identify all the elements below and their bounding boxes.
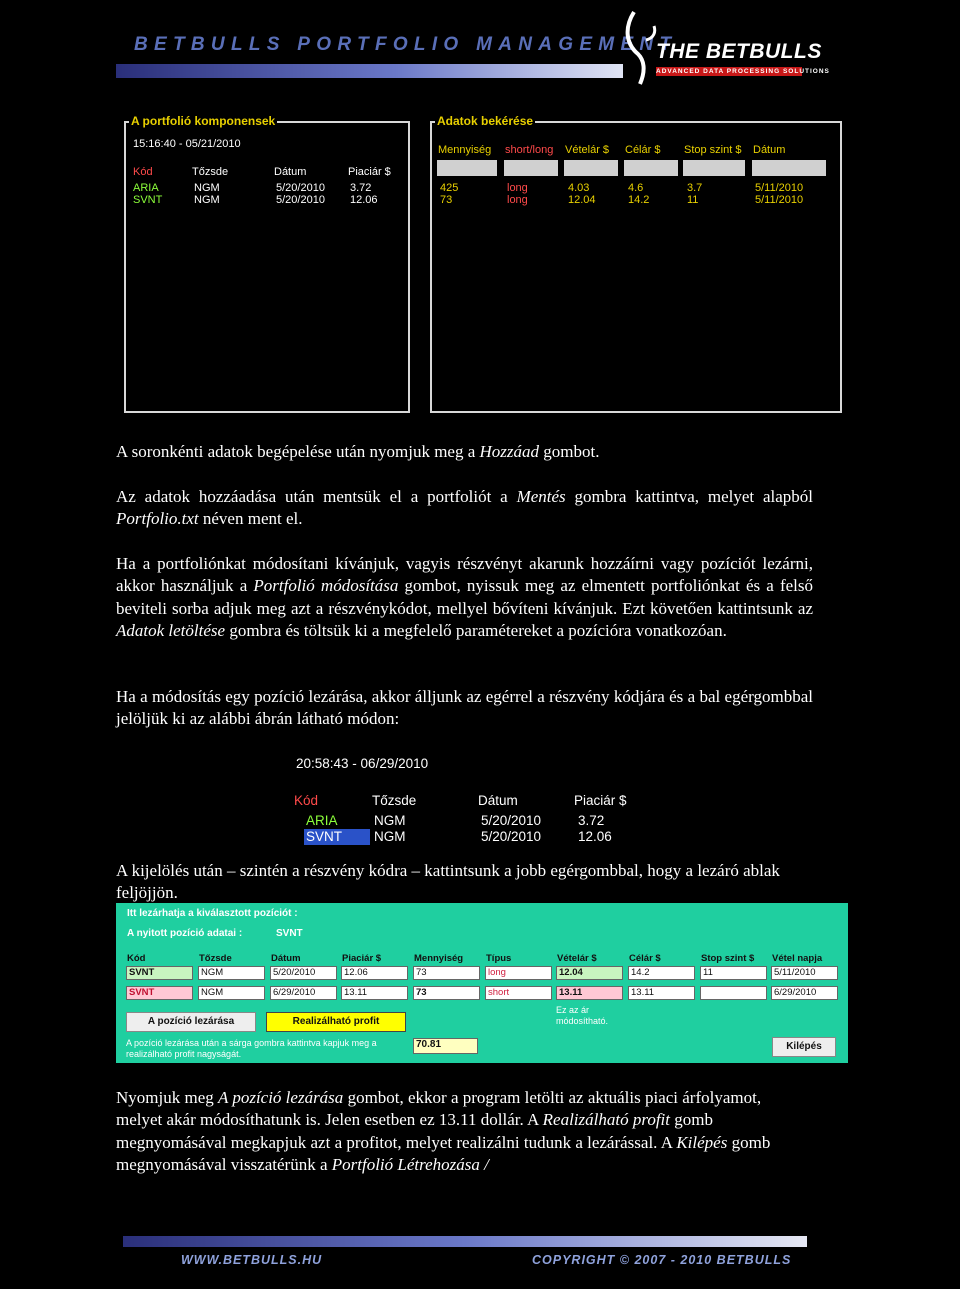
portfolio-col-piaciar: Piaciár $ [348,166,391,178]
snippet-col-tozsde: Tőzsde [372,793,417,808]
portfolio-col-tozsde: Tőzsde [192,166,229,178]
portfolio-col-datum: Dátum [274,166,307,178]
snippet-row-code[interactable]: ARIA [306,813,338,828]
portfolio-row-date: 5/20/2010 [276,194,325,206]
header-gradient-bar [116,64,623,78]
data-row-buy: 12.04 [568,194,596,206]
dialog-title: Itt lezárhatja a kiválasztott pozíciót : [127,908,298,919]
snippet-row-price: 3.72 [578,813,605,828]
close-code-field: SVNT [126,986,193,1000]
data-row-target: 14.2 [628,194,650,206]
data-row-quantity: 73 [440,194,453,206]
open-target-field: 14.2 [628,966,695,980]
close-target-field: 13.11 [628,986,695,1000]
dlg-col-stop: Stop szint $ [701,953,755,964]
stop-level-input[interactable] [683,160,745,176]
paragraph-3: Ha a portfoliónkat módosítani kívánjuk, vagyis részvényt akarunk hozzáírni vagy pozíciót lezárni, akkor használjuk a Portfolió módosítása gombot, nyissuk meg az elmentett portfoliónkat és a felső beviteli sorba adjuk meg azt a részvénykódot, mellyel bővíteni kívánjuk. Ezt követően kattintsunk az Adatok letöltése gombra és töltsük ki a megfelelő paramétereket a pozícióra vonatkozóan. [116,554,813,640]
paragraph-1: A soronkénti adatok begépelése után nyomjuk meg a Hozzáad gombot. [116,442,600,461]
portfolio-row-exchange: NGM [194,194,220,206]
bull-horn-icon [620,10,660,86]
portfolio-row-date: 5/20/2010 [276,182,325,194]
data-row-buy: 4.03 [568,182,590,194]
dlg-col-mennyiseg: Mennyiség [414,953,464,964]
snippet-col-datum: Dátum [478,793,518,808]
paragraph-4: Ha a módosítás egy pozíció lezárása, akkor álljunk az egérrel a részvény kódjára és a bal egérgombbal jelöljük ki az alábbi ábrán látható módon: [116,687,813,729]
footer-gradient-bar [123,1236,807,1247]
portfolio-row-code[interactable]: ARIA [133,182,159,194]
data-col-datum: Dátum [753,144,786,156]
data-row-type: long [507,182,528,194]
snippet-row-date: 5/20/2010 [481,813,542,828]
close-position-dialog [116,903,848,1063]
data-row-quantity: 425 [440,182,459,194]
portfolio-row-price: 12.06 [350,194,378,206]
open-type-field: long [485,966,552,980]
portfolio-components-panel [124,121,410,413]
close-price-field: 13.11 [341,986,408,1000]
dialog-profit-note: A pozíció lezárása után a sárga gombra kattintva kapjuk meg a realizálható profit nagyságát. [126,1038,377,1059]
open-exchange-field: NGM [198,966,265,980]
target-price-input[interactable] [624,160,678,176]
open-buy-field: 12.04 [556,966,623,980]
quantity-input[interactable] [437,160,497,176]
open-buydate-field: 5/11/2010 [771,966,838,980]
dialog-editable-note: Ez az ár módosítható. [556,1005,609,1026]
data-row-type: long [507,194,528,206]
data-col-stop: Stop szint $ [684,144,742,156]
close-stop-field [700,986,767,1000]
data-row-stop: 11 [687,194,699,206]
data-col-vetelar: Vételár $ [565,144,610,156]
close-type-field: short [485,986,552,1000]
open-quantity-field: 73 [413,966,480,980]
dlg-col-vetelar: Vételár $ [557,953,597,964]
data-row-date: 5/11/2010 [755,182,804,194]
close-exchange-field: NGM [198,986,265,1000]
paragraph-6: Nyomjuk meg A pozíció lezárása gombot, ekkor a program letölti az aktuális piaci árfolyamot, melyet akár módosíthatunk is. Jelen esetben ez 13.11 dollár. A Realizálható profit gomb megnyomásával megkapjuk azt a profitot, melyet realizálni tudunk a lezárással. A Kilépés gomb megnyomásával visszatérünk a Portfolió Létrehozása / [116,1088,771,1174]
data-col-celar: Célár $ [625,144,661,156]
data-row-target: 4.6 [628,182,644,194]
portfolio-row-price: 3.72 [350,182,372,194]
shortlong-input[interactable] [504,160,558,176]
date-input[interactable] [752,160,826,176]
page-header-title: BETBULLS PORTFOLIO MANAGEMENT [134,34,678,55]
exit-button[interactable]: Kilépés [772,1037,836,1057]
paragraph-5: A kijelölés után – szintén a részvény kódra – kattintsunk a jobb egérgombbal, hogy a lezáró ablak feljöjjön. [116,861,780,903]
dlg-col-vetelnapja: Vétel napja [772,953,823,964]
dlg-col-piaciar: Piaciár $ [342,953,382,964]
data-row-stop: 3.7 [687,182,703,194]
snippet-row-price: 12.06 [578,829,612,844]
close-sell-price-input[interactable]: 13.11 [556,986,623,1000]
dlg-col-tozsde: Tőzsde [199,953,232,964]
dlg-col-kod: Kód [127,953,146,964]
open-price-field: 12.06 [341,966,408,980]
close-quantity-field: 73 [413,986,480,1000]
profit-value-field: 70.81 [413,1038,478,1054]
close-position-button[interactable]: A pozíció lezárása [126,1012,256,1032]
snippet-col-piaciar: Piaciár $ [574,793,627,808]
snippet-row-exchange: NGM [374,829,406,844]
dlg-col-celar: Célár $ [629,953,661,964]
snippet-row-code-selected[interactable]: SVNT [306,829,343,844]
paragraph-2: Az adatok hozzáadása után mentsük el a portfoliót a Mentés gombra kattintva, melyet alapból Portfolio.txt néven ment el. [116,487,813,529]
logo-text: THE BETBULLS [656,40,822,63]
portfolio-timestamp: 15:16:40 - 05/21/2010 [133,138,241,150]
portfolio-col-kod: Kód [133,166,153,178]
portfolio-row-exchange: NGM [194,182,220,194]
dlg-col-tipus: Típus [486,953,512,964]
dialog-open-value: SVNT [276,928,303,939]
close-selldate-field: 6/29/2010 [771,986,838,1000]
snippet-timestamp: 20:58:43 - 06/29/2010 [296,756,429,771]
data-row-date: 5/11/2010 [755,194,804,206]
open-code-field: SVNT [126,966,193,980]
footer-copyright: COPYRIGHT © 2007 - 2010 BETBULLS [532,1253,792,1267]
dlg-col-datum: Dátum [271,953,301,964]
snippet-row-exchange: NGM [374,813,406,828]
buy-price-input[interactable] [564,160,618,176]
snippet-col-kod: Kód [294,793,319,808]
footer-website-link[interactable]: WWW.BETBULLS.HU [181,1253,323,1267]
portfolio-panel-title: A portfolió komponensek [131,114,276,128]
realizable-profit-button[interactable]: Realizálható profit [266,1012,406,1032]
data-col-mennyiseg: Mennyiség [438,144,492,156]
open-stop-field: 11 [700,966,767,980]
dialog-open-label: A nyitott pozíció adatai : [127,928,243,939]
data-col-shortlong: short/long [505,144,554,156]
snippet-row-date: 5/20/2010 [481,829,542,844]
logo-subtitle: ADVANCED DATA PROCESSING SOLUTIONS [656,68,830,75]
data-panel-title: Adatok bekérése [437,114,534,128]
portfolio-row-code[interactable]: SVNT [133,194,163,206]
open-date-field: 5/20/2010 [270,966,337,980]
close-date-field: 6/29/2010 [270,986,337,1000]
